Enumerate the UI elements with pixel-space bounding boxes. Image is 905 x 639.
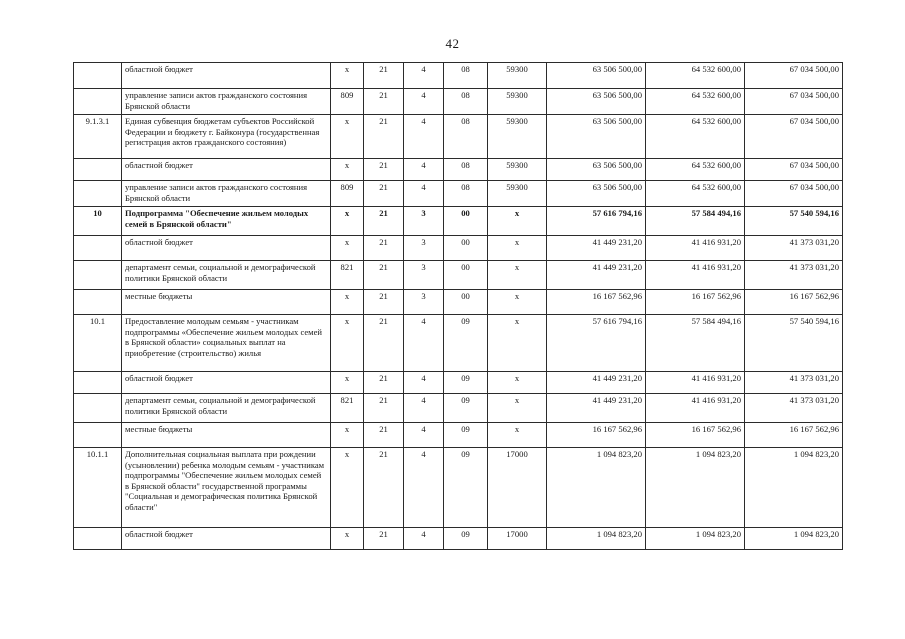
code-direction-cell: x — [488, 423, 547, 448]
code-event-cell: 00 — [444, 207, 488, 236]
code-subprogram-cell: 4 — [404, 63, 444, 89]
code-subprogram-cell: 4 — [404, 394, 444, 423]
row-name-cell: местные бюджеты — [122, 423, 331, 448]
row-number-cell — [74, 528, 122, 550]
code-admin-cell: 809 — [331, 181, 364, 207]
amount-year-2-cell: 16 167 562,96 — [646, 290, 745, 315]
amount-year-2-cell: 41 416 931,20 — [646, 372, 745, 394]
amount-year-3-cell: 16 167 562,96 — [745, 290, 843, 315]
code-event-cell: 09 — [444, 423, 488, 448]
table-row — [74, 315, 843, 372]
row-name-cell: местные бюджеты — [122, 290, 331, 315]
code-event-cell: 08 — [444, 181, 488, 207]
code-subprogram-cell: 4 — [404, 315, 444, 372]
code-program-cell: 21 — [364, 159, 404, 181]
code-subprogram-cell: 4 — [404, 115, 444, 159]
code-direction-cell: 17000 — [488, 528, 547, 550]
amount-year-3-cell: 41 373 031,20 — [745, 236, 843, 261]
row-number-cell — [74, 236, 122, 261]
code-subprogram-cell: 4 — [404, 89, 444, 115]
code-program-cell: 21 — [364, 528, 404, 550]
code-event-cell: 00 — [444, 236, 488, 261]
table-row — [74, 63, 843, 89]
row-name-cell: управление записи актов гражданского состояния Брянской области — [122, 89, 331, 115]
amount-year-1-cell: 1 094 823,20 — [547, 448, 646, 528]
row-name-cell: областной бюджет — [122, 63, 331, 89]
code-direction-cell: x — [488, 372, 547, 394]
code-program-cell: 21 — [364, 89, 404, 115]
code-program-cell: 21 — [364, 423, 404, 448]
amount-year-2-cell: 64 532 600,00 — [646, 63, 745, 89]
amount-year-3-cell: 41 373 031,20 — [745, 261, 843, 290]
code-program-cell: 21 — [364, 261, 404, 290]
amount-year-3-cell: 67 034 500,00 — [745, 63, 843, 89]
code-program-cell: 21 — [364, 315, 404, 372]
amount-year-3-cell: 67 034 500,00 — [745, 181, 843, 207]
code-program-cell: 21 — [364, 236, 404, 261]
row-number-cell: 9.1.3.1 — [74, 115, 122, 159]
code-program-cell: 21 — [364, 63, 404, 89]
code-event-cell: 09 — [444, 394, 488, 423]
code-program-cell: 21 — [364, 207, 404, 236]
code-direction-cell: 59300 — [488, 115, 547, 159]
amount-year-2-cell: 64 532 600,00 — [646, 89, 745, 115]
amount-year-1-cell: 41 449 231,20 — [547, 394, 646, 423]
code-subprogram-cell: 3 — [404, 236, 444, 261]
code-subprogram-cell: 3 — [404, 207, 444, 236]
code-admin-cell: x — [331, 207, 364, 236]
table-row — [74, 236, 843, 261]
table-row — [74, 448, 843, 528]
amount-year-3-cell: 1 094 823,20 — [745, 528, 843, 550]
code-direction-cell: x — [488, 290, 547, 315]
code-admin-cell: x — [331, 528, 364, 550]
budget-table — [73, 62, 843, 550]
code-direction-cell: x — [488, 207, 547, 236]
page-number: 42 — [445, 36, 460, 51]
code-admin-cell: x — [331, 290, 364, 315]
table-row — [74, 261, 843, 290]
amount-year-1-cell: 41 449 231,20 — [547, 372, 646, 394]
row-name-cell: Подпрограмма "Обеспечение жильем молодых семей в Брянской области" — [122, 207, 331, 236]
amount-year-1-cell: 63 506 500,00 — [547, 115, 646, 159]
code-direction-cell: x — [488, 315, 547, 372]
amount-year-3-cell: 41 373 031,20 — [745, 394, 843, 423]
code-subprogram-cell: 3 — [404, 290, 444, 315]
amount-year-1-cell: 63 506 500,00 — [547, 63, 646, 89]
code-subprogram-cell: 4 — [404, 372, 444, 394]
table-row — [74, 207, 843, 236]
amount-year-1-cell: 63 506 500,00 — [547, 181, 646, 207]
code-program-cell: 21 — [364, 394, 404, 423]
code-direction-cell: 59300 — [488, 159, 547, 181]
amount-year-2-cell: 16 167 562,96 — [646, 423, 745, 448]
code-admin-cell: 809 — [331, 89, 364, 115]
code-event-cell: 09 — [444, 315, 488, 372]
code-admin-cell: x — [331, 315, 364, 372]
code-direction-cell: 59300 — [488, 181, 547, 207]
row-name-cell: департамент семьи, социальной и демографической политики Брянской области — [122, 394, 331, 423]
code-event-cell: 08 — [444, 115, 488, 159]
amount-year-1-cell: 63 506 500,00 — [547, 89, 646, 115]
row-number-cell — [74, 63, 122, 89]
amount-year-2-cell: 64 532 600,00 — [646, 115, 745, 159]
row-name-cell: Предоставление молодым семьям - участникам подпрограммы «Обеспечение жильем молодых семей в Брянской области» социальных выплат на приобретение (строительство) жилья — [122, 315, 331, 372]
table-row — [74, 290, 843, 315]
row-name-cell: областной бюджет — [122, 236, 331, 261]
amount-year-3-cell: 67 034 500,00 — [745, 89, 843, 115]
row-number-cell — [74, 423, 122, 448]
row-name-cell: Единая субвенция бюджетам субъектов Российской Федерации и бюджету г. Байконура (государственная регистрация актов гражданского состояния) — [122, 115, 331, 159]
code-admin-cell: x — [331, 372, 364, 394]
code-subprogram-cell: 4 — [404, 181, 444, 207]
row-number-cell — [74, 394, 122, 423]
code-direction-cell: x — [488, 394, 547, 423]
code-admin-cell: 821 — [331, 261, 364, 290]
row-number-cell — [74, 372, 122, 394]
code-event-cell: 08 — [444, 89, 488, 115]
code-program-cell: 21 — [364, 115, 404, 159]
row-number-cell — [74, 261, 122, 290]
code-direction-cell: 17000 — [488, 448, 547, 528]
code-event-cell: 00 — [444, 290, 488, 315]
code-program-cell: 21 — [364, 290, 404, 315]
amount-year-3-cell: 67 034 500,00 — [745, 115, 843, 159]
row-name-cell: управление записи актов гражданского состояния Брянской области — [122, 181, 331, 207]
amount-year-2-cell: 57 584 494,16 — [646, 315, 745, 372]
amount-year-3-cell: 57 540 594,16 — [745, 315, 843, 372]
row-number-cell: 10.1 — [74, 315, 122, 372]
code-event-cell: 09 — [444, 448, 488, 528]
row-name-cell: областной бюджет — [122, 159, 331, 181]
amount-year-1-cell: 41 449 231,20 — [547, 261, 646, 290]
code-program-cell: 21 — [364, 372, 404, 394]
code-admin-cell: x — [331, 63, 364, 89]
amount-year-1-cell: 16 167 562,96 — [547, 290, 646, 315]
amount-year-1-cell: 63 506 500,00 — [547, 159, 646, 181]
table-row — [74, 528, 843, 550]
code-subprogram-cell: 3 — [404, 261, 444, 290]
row-name-cell: департамент семьи, социальной и демографической политики Брянской области — [122, 261, 331, 290]
table-row — [74, 394, 843, 423]
amount-year-2-cell: 64 532 600,00 — [646, 181, 745, 207]
amount-year-2-cell: 41 416 931,20 — [646, 261, 745, 290]
table-row — [74, 181, 843, 207]
code-admin-cell: 821 — [331, 394, 364, 423]
amount-year-2-cell: 57 584 494,16 — [646, 207, 745, 236]
amount-year-1-cell: 1 094 823,20 — [547, 528, 646, 550]
code-event-cell: 08 — [444, 159, 488, 181]
amount-year-1-cell: 57 616 794,16 — [547, 315, 646, 372]
amount-year-2-cell: 64 532 600,00 — [646, 159, 745, 181]
amount-year-3-cell: 1 094 823,20 — [745, 448, 843, 528]
code-subprogram-cell: 4 — [404, 159, 444, 181]
row-number-cell — [74, 181, 122, 207]
amount-year-3-cell: 41 373 031,20 — [745, 372, 843, 394]
table-row — [74, 115, 843, 159]
table-row — [74, 89, 843, 115]
code-event-cell: 00 — [444, 261, 488, 290]
code-subprogram-cell: 4 — [404, 528, 444, 550]
code-direction-cell: 59300 — [488, 63, 547, 89]
row-number-cell — [74, 89, 122, 115]
table-row — [74, 159, 843, 181]
amount-year-3-cell: 16 167 562,96 — [745, 423, 843, 448]
code-event-cell: 08 — [444, 63, 488, 89]
code-event-cell: 09 — [444, 372, 488, 394]
row-number-cell: 10.1.1 — [74, 448, 122, 528]
code-program-cell: 21 — [364, 181, 404, 207]
amount-year-3-cell: 57 540 594,16 — [745, 207, 843, 236]
code-subprogram-cell: 4 — [404, 423, 444, 448]
code-admin-cell: x — [331, 159, 364, 181]
table-row — [74, 423, 843, 448]
amount-year-3-cell: 67 034 500,00 — [745, 159, 843, 181]
table-body — [74, 63, 843, 550]
code-direction-cell: x — [488, 236, 547, 261]
code-program-cell: 21 — [364, 448, 404, 528]
table-row — [74, 372, 843, 394]
row-number-cell: 10 — [74, 207, 122, 236]
amount-year-2-cell: 1 094 823,20 — [646, 528, 745, 550]
code-admin-cell: x — [331, 448, 364, 528]
amount-year-1-cell: 41 449 231,20 — [547, 236, 646, 261]
code-admin-cell: x — [331, 236, 364, 261]
code-direction-cell: x — [488, 261, 547, 290]
row-number-cell — [74, 290, 122, 315]
code-direction-cell: 59300 — [488, 89, 547, 115]
amount-year-2-cell: 41 416 931,20 — [646, 236, 745, 261]
code-admin-cell: x — [331, 423, 364, 448]
amount-year-1-cell: 57 616 794,16 — [547, 207, 646, 236]
code-admin-cell: x — [331, 115, 364, 159]
amount-year-2-cell: 1 094 823,20 — [646, 448, 745, 528]
amount-year-2-cell: 41 416 931,20 — [646, 394, 745, 423]
code-event-cell: 09 — [444, 528, 488, 550]
amount-year-1-cell: 16 167 562,96 — [547, 423, 646, 448]
row-number-cell — [74, 159, 122, 181]
row-name-cell: областной бюджет — [122, 372, 331, 394]
row-name-cell: областной бюджет — [122, 528, 331, 550]
code-subprogram-cell: 4 — [404, 448, 444, 528]
row-name-cell: Дополнительная социальная выплата при рождении (усыновлении) ребенка молодым семьям - участникам подпрограммы "Обеспечение жильем молодых семей в Брянской области" государственной программы "Социальная и демографическая политика Брянской области" — [122, 448, 331, 528]
